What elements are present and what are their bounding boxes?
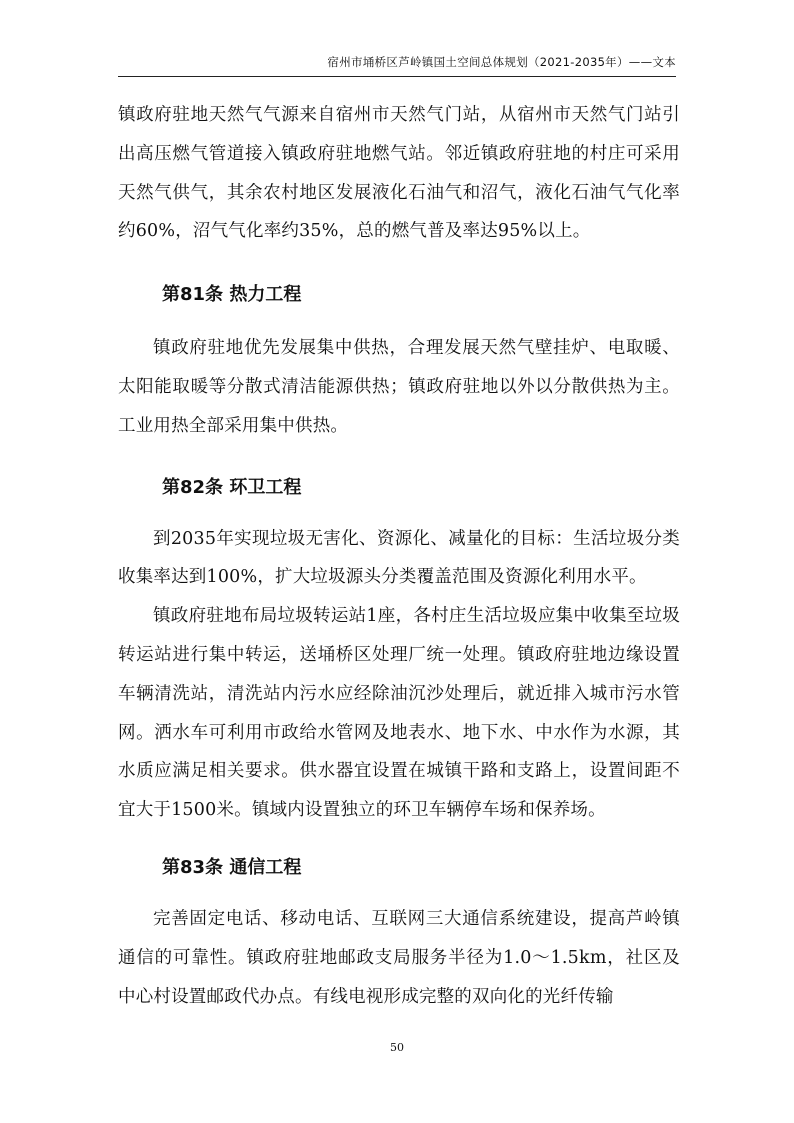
telecom-paragraph-1: 完善固定电话、移动电话、互联网三大通信系统建设，提高芦岭镇通信的可靠性。镇政府驻地邮政支局服务半径为1.0～1.5km，社区及中心村设置邮政代办点。有线电视形成完整的双向化的光纤传输 [118, 908, 680, 1007]
section-heading-heat: 第81条 热力工程 [162, 284, 302, 306]
document-body [118, 96, 680, 1016]
sanitation-paragraph-1: 到2035年实现垃圾无害化、资源化、减量化的目标：生活垃圾分类收集率达到100%，扩大垃圾源头分类覆盖范围及资源化利用水平。 [118, 528, 680, 588]
section-heading-sanitation: 第82条 环卫工程 [162, 476, 302, 498]
section-heading-telecom: 第83条 通信工程 [162, 856, 302, 878]
sanitation-paragraph-2: 镇政府驻地布局垃圾转运站1座，各村庄生活垃圾应集中收集至垃圾转运站进行集中转运，送埇桥区处理厂统一处理。镇政府驻地边缘设置车辆清洗站，清洗站内污水应经除油沉沙处理后，就近排入城市污水管网。洒水车可利用市政给水管网及地表水、地下水、中水作为水源，其水质应满足相关要求。供水器宜设置在城镇干路和支路上，设置间距不宜大于1500米。镇域内设置独立的环卫车辆停车场和保养场。 [118, 606, 680, 821]
gas-continued-paragraph: 镇政府驻地天然气气源来自宿州市天然气门站，从宿州市天然气门站引出高压燃气管道接入镇政府驻地燃气站。邻近镇政府驻地的村庄可采用天然气供气，其余农村地区发展液化石油气和沼气，液化石油气气化率约60%，沼气气化率约35%，总的燃气普及率达95%以上。 [118, 105, 680, 242]
heat-paragraph-1: 镇政府驻地优先发展集中供热，合理发展天然气壁挂炉、电取暖、太阳能取暖等分散式清洁能源供热；镇政府驻地以外以分散供热为主。工业用热全部采用集中供热。 [118, 338, 680, 436]
page-header [118, 52, 676, 77]
header-title: 宿州市埇桥区芦岭镇国土空间总体规划（2021-2035年）——文本 [327, 55, 676, 69]
page-number: 50 [390, 1041, 404, 1054]
